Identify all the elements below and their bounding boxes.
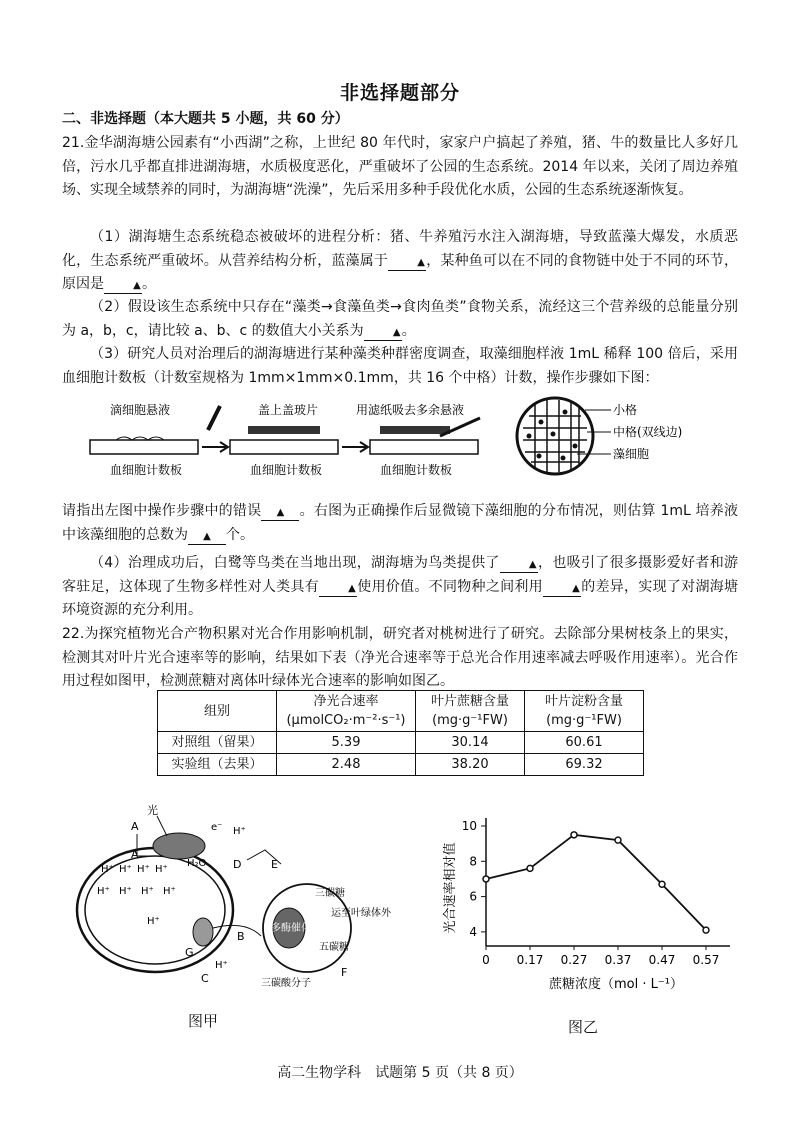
mid-grid-label: 中格(双线边) — [613, 425, 683, 439]
x-tick-label: 0.37 — [604, 953, 632, 967]
answer-blank[interactable]: ▲ — [188, 530, 226, 545]
data-point — [615, 837, 621, 843]
figure-a-caption: 图甲 — [188, 1012, 219, 1030]
svg-text:H₂O: H₂O — [187, 858, 207, 869]
svg-text:光: 光 — [147, 804, 158, 817]
results-table — [157, 690, 644, 776]
y-axis-label: 光合速率相对值 — [443, 842, 458, 934]
svg-text:H⁺: H⁺ — [155, 864, 168, 875]
svg-text:运至叶绿体外: 运至叶绿体外 — [331, 908, 391, 919]
data-point — [703, 927, 709, 933]
y-tick-label: 10 — [461, 819, 477, 833]
svg-text:E: E — [271, 858, 278, 871]
table-header: 组别 — [158, 691, 277, 732]
answer-blank[interactable]: ▲ — [319, 582, 357, 597]
answer-blank[interactable]: ▲ — [261, 506, 299, 521]
svg-text:三碳糖: 三碳糖 — [315, 888, 345, 899]
data-point — [527, 865, 533, 871]
svg-text:H⁺: H⁺ — [233, 826, 246, 837]
x-axis-label: 蔗糖浓度（mol · L⁻¹） — [549, 977, 683, 992]
svg-text:B: B — [237, 930, 245, 943]
data-point — [483, 876, 489, 882]
board-2 — [230, 440, 338, 454]
data-point — [571, 832, 577, 838]
x-tick-label: 0.47 — [648, 953, 676, 967]
answer-blank[interactable]: ▲ — [104, 279, 142, 294]
table-cell: 对照组（留果） — [158, 732, 277, 754]
svg-text:五碳糖: 五碳糖 — [319, 942, 349, 953]
atp-synthase — [193, 918, 213, 946]
svg-text:D: D — [233, 858, 242, 871]
answer-blank[interactable]: ▲ — [364, 326, 402, 341]
svg-text:H⁺: H⁺ — [147, 916, 160, 927]
board-label: 血细胞计数板 — [380, 463, 453, 477]
q21-intro: 21.金华湖海塘公园素有“小西湖”之称，上世纪 80 年代时，家家户户搞起了养殖，猪、牛的数量比人多好几倍，污水几乎都直排进湖海塘，水质极度恶化，严重破坏了公园的生态系统。2014 年以来，关闭了周边养殖场、实现全域禁养的同时，为湖海塘“洗澡”，先后采用多种手段优化水质，公园的生态系统逐渐恢复。 — [62, 135, 738, 198]
table-cell: 5.39 — [277, 732, 416, 754]
y-tick-label: 8 — [469, 854, 477, 869]
svg-text:F: F — [341, 966, 348, 979]
coverslip — [380, 426, 450, 434]
answer-blank[interactable]: ▲ — [543, 582, 581, 597]
algae-label: 藻细胞 — [613, 447, 650, 461]
figure-b-caption: 图乙 — [568, 1018, 599, 1036]
table-cell: 30.14 — [416, 732, 525, 754]
answer-blank[interactable]: ▲ — [500, 558, 538, 573]
coverslip — [248, 426, 320, 434]
svg-text:H⁺: H⁺ — [119, 886, 132, 897]
section-heading: 二、非选择题（本大题共 5 小题，共 60 分） — [62, 111, 349, 127]
x-tick-label: 0.27 — [560, 953, 588, 967]
series-line — [486, 835, 706, 930]
table-header: 净光合速率 (μmolCO₂·m⁻²·s⁻¹) — [277, 691, 416, 732]
pipette — [208, 406, 220, 430]
page-footer: 高二生物学科 试题第 5 页（共 8 页） — [277, 1065, 523, 1081]
table-cell: 69.32 — [525, 754, 644, 776]
answer-blank[interactable]: ▲ — [388, 256, 426, 271]
svg-text:H⁺: H⁺ — [97, 886, 110, 897]
q21-part3-question: 请指出左图中操作步骤中的错误 ▲ 。右图为正确操作后显微镜下藻细胞的分布情况，则估算 1mL 培养液中该藻细胞的总数为 ▲ 个。 — [62, 503, 738, 543]
svg-text:H⁺: H⁺ — [101, 864, 114, 875]
page-title: 非选择题部分 — [339, 82, 460, 104]
table-row — [158, 754, 644, 776]
small-grid-label: 小格 — [613, 403, 638, 417]
step2-label: 盖上盖玻片 — [258, 403, 319, 417]
photosynthesis-diagram — [75, 800, 435, 1000]
q21-part4: （4）治理成功后，白鹭等鸟类在当地出现，湖海塘为鸟类提供了 ▲，也吸引了很多摄影爱好者和游客驻足，这体现了生物多样性对人类具有 ▲使用价值。不同物种之间利用 ▲的差异，实现了对湖海塘环境资源的充分利用。 — [62, 555, 739, 618]
board-1 — [90, 440, 198, 454]
svg-text:H⁺: H⁺ — [215, 960, 228, 971]
svg-text:e⁻: e⁻ — [211, 822, 223, 833]
q21-part1: （1）湖海塘生态系统稳态被破坏的进程分析：猪、牛养殖污水注入湖海塘，导致蓝藻大爆发，水质恶化，生态系统严重破坏。从营养结构分析，蓝藻属于 ▲，某种鱼可以在不同的食物链中处于不同的环节，原因是 ▲。 — [62, 229, 739, 292]
q22-intro: 22.为探究植物光合产物积累对光合作用影响机制，研究者对桃树进行了研究。去除部分果树枝条上的果实，检测其对叶片光合速率等的影响，结果如下表（净光合速率等于总光合作用速率减去呼吸作用速率）。光合作用过程如图甲，检测蔗糖对离体叶绿体光合速率的影响如图乙。 — [62, 626, 738, 689]
board-3 — [370, 440, 478, 454]
board-label: 血细胞计数板 — [250, 463, 323, 477]
step3-label: 用滤纸吸去多余悬液 — [356, 403, 465, 417]
arrow-icon — [202, 442, 228, 452]
table-cell: 2.48 — [277, 754, 416, 776]
table-row — [158, 732, 644, 754]
y-tick-label: 4 — [469, 924, 477, 939]
q21-part2: （2）假设该生态系统中只存在“藻类→食藻鱼类→食肉鱼类”食物关系，流经这三个营养级的总能量分别为 a，b，c，请比较 a、b、c 的数值大小关系为 ▲。 — [62, 299, 738, 339]
counting-grid-figure — [515, 392, 715, 482]
sucrose-chart — [440, 812, 740, 1002]
table-cell: 60.61 — [525, 732, 644, 754]
table-header: 叶片蔗糖含量 (mg·g⁻¹FW) — [416, 691, 525, 732]
svg-text:三碳酸分子: 三碳酸分子 — [261, 978, 311, 989]
x-tick-label: 0.57 — [692, 953, 720, 967]
svg-text:H⁺: H⁺ — [119, 864, 132, 875]
photosystem — [153, 833, 205, 859]
hemocytometer-steps-figure — [80, 400, 500, 480]
svg-text:H⁺: H⁺ — [141, 886, 154, 897]
svg-text:多酶催化: 多酶催化 — [271, 923, 311, 934]
table-cell: 38.20 — [416, 754, 525, 776]
svg-text:A: A — [131, 848, 139, 861]
data-point — [659, 881, 665, 887]
y-tick-label: 6 — [469, 889, 477, 904]
step1-label: 滴细胞悬液 — [110, 403, 171, 417]
svg-text:H⁺: H⁺ — [163, 886, 176, 897]
x-tick-label: 0.17 — [516, 953, 544, 967]
table-header: 叶片淀粉含量 (mg·g⁻¹FW) — [525, 691, 644, 732]
arrow-icon — [342, 442, 368, 452]
q21-part3: （3）研究人员对治理后的湖海塘进行某种藻类种群密度调查，取藻细胞样液 1mL 稀释 100 倍后，采用血细胞计数板（计数室规格为 1mm×1mm×0.1mm，共 16 个中格）计数，操作步骤如下图： — [62, 346, 738, 386]
board-label: 血细胞计数板 — [110, 463, 183, 477]
svg-text:A: A — [131, 820, 139, 833]
svg-text:G: G — [185, 946, 194, 959]
x-tick-label: 0 — [482, 953, 490, 967]
table-cell: 实验组（去果） — [158, 754, 277, 776]
table-header-row — [158, 691, 644, 732]
svg-text:C: C — [201, 972, 209, 985]
svg-text:H⁺: H⁺ — [137, 864, 150, 875]
